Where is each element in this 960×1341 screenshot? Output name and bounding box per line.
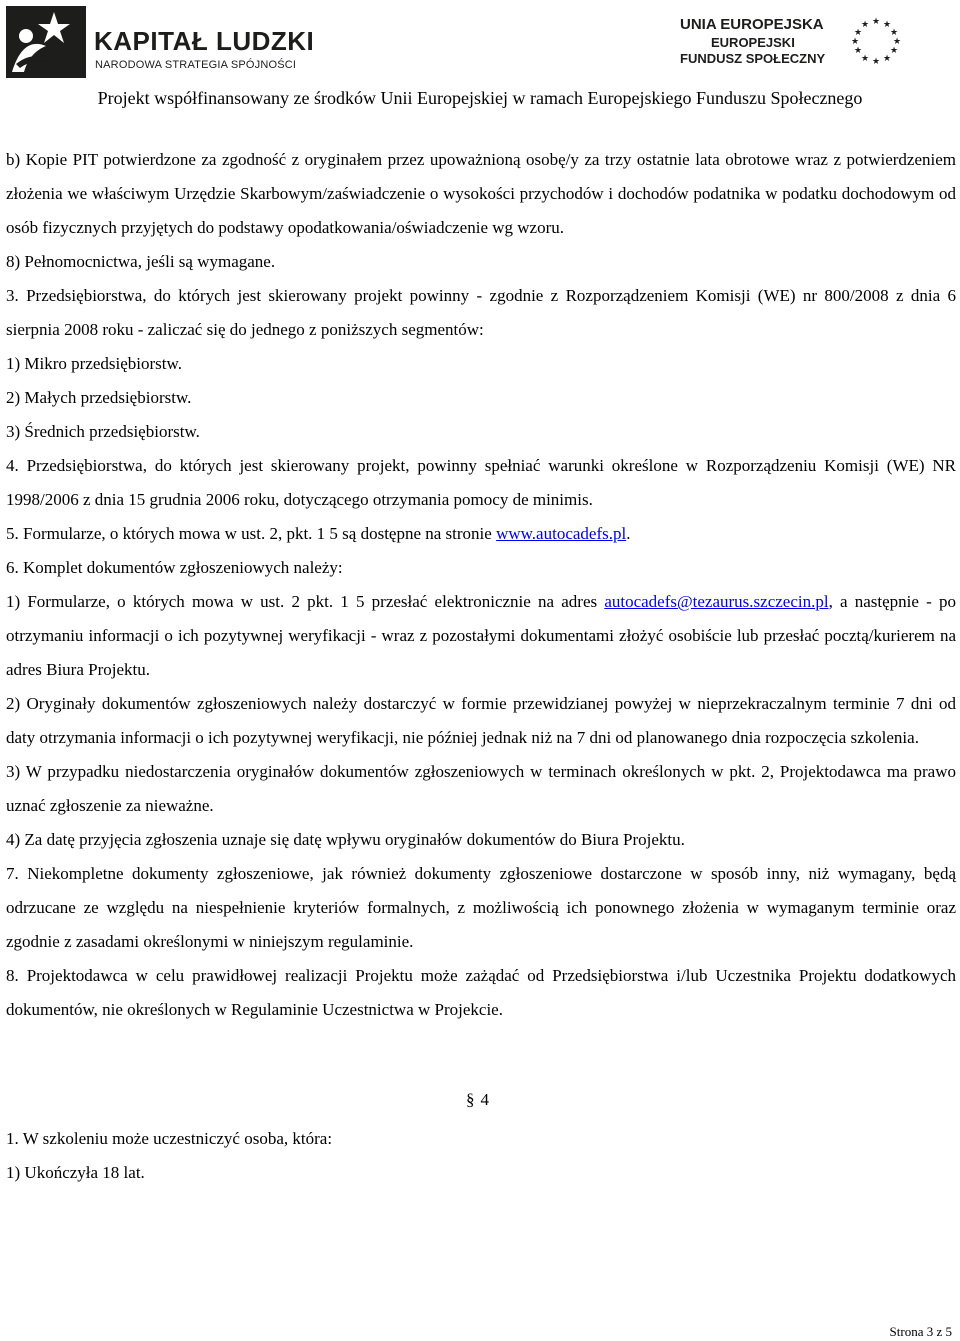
svg-text:★: ★ [853,28,863,38]
paragraph-6-4: 4) Za datę przyjęcia zgłoszenia uznaje się datę wpływu oryginałów dokumentów do Biura Projektu. [6,830,685,849]
kapital-ludzki-subtitle: NARODOWA STRATEGIA SPÓJNOŚCI [95,59,297,71]
eu-logo-line3: FUNDUSZ SPOŁECZNY [680,51,826,66]
paragraph-8b: 8. Projektodawca w celu prawidłowej realizacji Projektu może zażądać od Przedsiębiorstwa i/lub Uczestnika Projektu dodatkowych dokumentów, nie określonych w Regulaminie Uczestnictwa w Projekcie. [6,966,956,1019]
paragraph-b: b) Kopie PIT potwierdzone za zgodność z oryginałem przez upoważnioną osobę/y za trzy ostatnie lata obrotowe wraz z potwierdzeniem złożenia we właściwym Urzędzie Skarbowym/zaświadczenie o wysokości przychodów i dochodów podatnika w podatku dochodowym od osób fizycznych przyjętych do podstawy opodatkowania/oświadczenie wg wzoru. [6,150,956,237]
section-heading [466,1090,489,1110]
paragraph-6-3: 3) W przypadku niedostarczenia oryginałów dokumentów zgłoszeniowych w terminach określonych w pkt. 2, Projektodawca ma prawo uznać zgłoszenie za nieważne. [6,762,956,815]
section-4-paragraph-1: 1. W szkoleniu może uczestniczyć osoba, która: [6,1129,333,1148]
list-item-medium: 3) Średnich przedsiębiorstw. [6,422,200,441]
paragraph-4: 4. Przedsiębiorstwa, do których jest skierowany projekt, powinny spełniać warunki określone w Rozporządzeniu Komisji (WE) NR 1998/2006 z dnia 15 grudnia 2006 roku, dotyczącego otrzymania pomocy de minimis. [6,456,956,509]
svg-text:★: ★ [889,46,899,56]
svg-text:★: ★ [871,57,881,67]
kapital-ludzki-logo [6,6,315,78]
svg-text:★: ★ [871,17,881,27]
cofinancing-caption: Projekt współfinansowany ze środków Unii Europejskiej w ramach Europejskiego Funduszu Społecznego [97,88,863,108]
page-header [0,0,960,120]
section-4-item-1: 1) Ukończyła 18 lat. [6,1163,145,1182]
email-link[interactable]: autocadefs@tezaurus.szczecin.pl [604,592,829,611]
svg-text:★: ★ [853,46,863,56]
paragraph-5-text: 5. Formularze, o których mowa w ust. 2, pkt. 1 5 są dostępne na stronie [6,524,497,543]
document-body [6,143,956,1027]
eu-logo-line1: UNIA EUROPEJSKA [680,16,824,33]
paragraph-5-end: . [626,524,631,543]
paragraph-3: 3. Przedsiębiorstwa, do których jest skierowany projekt powinny - zgodnie z Rozporządzeniem Komisji (WE) nr 800/2008 z dnia 6 sierpnia 2008 roku - zaliczać się do jednego z poniższych segmentów: [6,286,956,339]
page-number: Strona 3 z 5 [889,1324,952,1339]
paragraph-6-1-text: 1) Formularze, o których mowa w ust. 2 pkt. 1 5 przesłać elektronicznie na adres [6,592,605,611]
svg-text:★: ★ [882,54,892,64]
eu-logo [680,10,955,70]
paragraph-6-1 [6,585,956,687]
paragraph-6-2: 2) Oryginały dokumentów zgłoszeniowych należy dostarczyć w formie przewidzianej powyżej w nieprzekraczalnym terminie 7 dni od daty otrzymania informacji o ich pozytywnej weryfikacji, nie później jednak niż na 7 dni od planowanego dnia rozpoczęcia szkolenia. [6,694,956,747]
website-link[interactable]: www.autocadefs.pl [496,524,627,543]
svg-text:★: ★ [892,37,902,47]
svg-text:★: ★ [850,37,860,47]
paragraph-6: 6. Komplet dokumentów zgłoszeniowych należy: [6,558,343,577]
kapital-ludzki-name: KAPITAŁ LUDZKI [94,26,315,56]
section-symbol: § [466,1090,475,1109]
paragraph-7: 7. Niekompletne dokumenty zgłoszeniowe, jak również dokumenty zgłoszeniowe dostarczone w sposób inny, niż wymagany, będą odrzucane ze względu na niespełnienie kryteriów formalnych, z możliwością ich ponownego złożenia w wymaganym terminie oraz zgodnie z zasadami określonymi w niniejszym regulaminie. [6,864,956,951]
section-4-body [6,1122,332,1190]
eu-logo-line2: EUROPEJSKI [711,35,795,50]
paragraph-5 [6,517,956,551]
eu-flag-icon [836,10,916,70]
list-item-micro: 1) Mikro przedsiębiorstw. [6,354,182,373]
kapital-ludzki-star-icon [6,6,86,78]
svg-text:★: ★ [860,20,870,30]
paragraph-6-1-rest: , a następnie - po otrzymaniu informacji o ich pozytywnej weryfikacji - wraz z pozostałymi dokumentami złożyć osobiście lub przesłać pocztą/kurierem na adres Biura Projektu. [6,592,956,679]
list-item-small: 2) Małych przedsiębiorstw. [6,388,192,407]
svg-text:★: ★ [889,28,899,38]
svg-text:★: ★ [882,20,892,30]
section-number: 4 [480,1090,489,1109]
svg-text:★: ★ [860,54,870,64]
paragraph-8: 8) Pełnomocnictwa, jeśli są wymagane. [6,252,276,271]
